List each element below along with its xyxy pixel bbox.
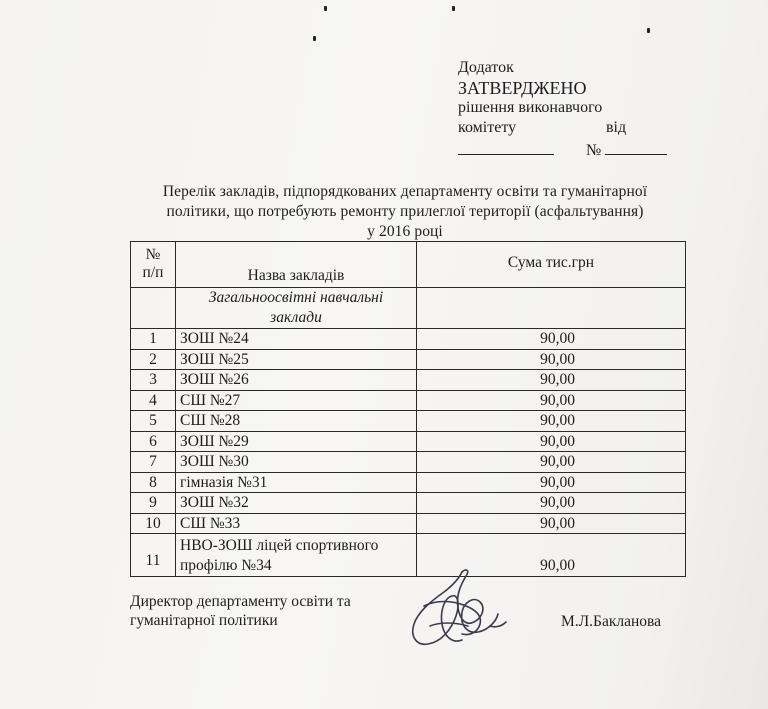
row-number: 10 [131, 513, 176, 534]
header-num [131, 242, 176, 288]
row-number: 2 [131, 349, 176, 370]
title-line-2: політики, що потребують ремонту прилеглої території (асфальтування) [166, 203, 644, 220]
row-number: 5 [131, 411, 176, 432]
school-name: ЗОШ №29 [176, 431, 417, 452]
section-title [176, 288, 417, 329]
row-number: 3 [131, 370, 176, 391]
section-num-cell [131, 288, 176, 329]
section-title-line-1: Загальноосвітні навчальні [208, 289, 384, 306]
section-sum-cell [417, 288, 686, 329]
table-row [131, 431, 686, 452]
school-name: ЗОШ №24 [176, 329, 417, 350]
header-num-line-1: № [145, 246, 161, 263]
row-number: 7 [131, 452, 176, 473]
row-sum: 90,00 [417, 472, 686, 493]
row-sum: 90,00 [417, 493, 686, 514]
school-name [176, 534, 417, 577]
school-name: гімназія №31 [176, 472, 417, 493]
row-sum: 90,00 [417, 431, 686, 452]
signer-position-line-1: Директор департаменту освіти та [130, 593, 351, 610]
row-number: 8 [131, 472, 176, 493]
approved-label: ЗАТВЕРДЖЕНО [458, 78, 587, 98]
table-row [131, 411, 686, 432]
row-sum: 90,00 [417, 534, 686, 577]
section-title-line-2: заклади [270, 309, 322, 326]
school-name-line-2: профілю №34 [180, 557, 272, 574]
number-label: № [586, 142, 602, 159]
number-line [458, 140, 667, 161]
date-blank [458, 140, 554, 155]
header-sum: Сума тис.грн [417, 242, 686, 288]
school-name: СШ №27 [176, 390, 417, 411]
table-row [131, 513, 686, 534]
paper-speck [324, 6, 327, 11]
decision-line-1: рішення виконавчого [458, 99, 603, 116]
signer-name: М.Л.Бакланова [561, 613, 662, 630]
paper-speck [452, 6, 455, 11]
from-label: від [606, 119, 627, 136]
table-row [131, 349, 686, 370]
table-row [131, 452, 686, 473]
row-sum: 90,00 [417, 411, 686, 432]
school-name: ЗОШ №30 [176, 452, 417, 473]
table-row [131, 493, 686, 514]
schools-table [130, 241, 686, 577]
decision-line-2: комітету [458, 119, 517, 136]
paper-speck [313, 36, 316, 41]
header-num-line-2: п/п [142, 264, 164, 281]
school-name: СШ №28 [176, 411, 417, 432]
row-sum: 90,00 [417, 513, 686, 534]
school-name: ЗОШ №32 [176, 493, 417, 514]
addendum-label: Додаток [458, 59, 514, 76]
signer-position [130, 592, 351, 630]
school-name: ЗОШ №26 [176, 370, 417, 391]
row-number: 4 [131, 390, 176, 411]
title-line-1: Перелік закладів, підпорядкованих департаменту освіти та гуманітарної [162, 183, 648, 200]
handwritten-signature [400, 566, 512, 658]
school-name: ЗОШ №25 [176, 349, 417, 370]
approval-block [458, 58, 627, 159]
row-sum: 90,00 [417, 390, 686, 411]
row-sum: 90,00 [417, 452, 686, 473]
table-row [131, 390, 686, 411]
row-sum: 90,00 [417, 370, 686, 391]
school-name-line-1: НВО-ЗОШ ліцей спортивного [180, 537, 379, 554]
row-number: 1 [131, 329, 176, 350]
paper-speck [647, 28, 650, 33]
row-sum: 90,00 [417, 329, 686, 350]
table-row [131, 329, 686, 350]
row-number: 11 [131, 534, 176, 577]
signer-position-line-2: гуманітарної політики [130, 612, 278, 629]
table-row [131, 472, 686, 493]
number-blank [605, 140, 667, 155]
table-row [131, 370, 686, 391]
row-number: 9 [131, 493, 176, 514]
school-name: СШ №33 [176, 513, 417, 534]
row-number: 6 [131, 431, 176, 452]
row-sum: 90,00 [417, 349, 686, 370]
document-title [118, 182, 692, 242]
table-header-row [131, 242, 686, 288]
title-line-3: у 2016 році [367, 223, 443, 240]
header-name: Назва закладів [176, 242, 417, 288]
section-row [131, 288, 686, 329]
